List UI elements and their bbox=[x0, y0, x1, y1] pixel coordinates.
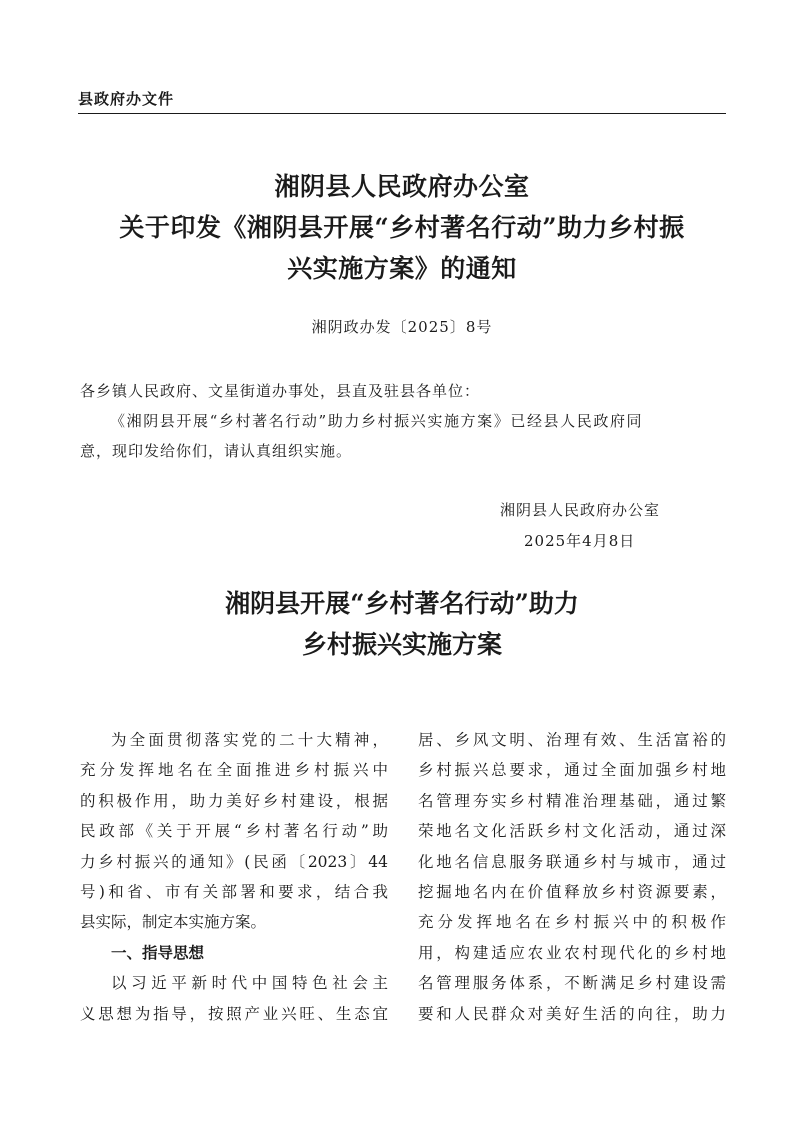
body-text-line: 充分发挥地名在全面推进乡村振兴中 bbox=[80, 761, 388, 780]
body-text-line: 号)和省、市有关部署和要求，结合我 bbox=[80, 883, 388, 902]
notice-body bbox=[80, 376, 730, 466]
notice-title bbox=[70, 166, 734, 289]
header-divider bbox=[78, 113, 726, 114]
document-category-label: 县政府办文件 bbox=[78, 90, 175, 108]
notice-title-line: 关于印发《湘阴县开展“乡村著名行动”助力乡村振 bbox=[119, 213, 685, 242]
plan-title bbox=[78, 583, 726, 665]
body-text-line: 县实际，制定本实施方案。 bbox=[80, 913, 267, 932]
plan-title-line: 湘阴县开展“乡村著名行动”助力 bbox=[225, 589, 579, 618]
document-number: 湘阴政办发〔2025〕8号 bbox=[311, 318, 493, 336]
notice-title-line: 湘阴县人民政府办公室 bbox=[274, 172, 530, 201]
plan-title-line: 乡村振兴实施方案 bbox=[301, 630, 502, 659]
body-text-line: 充分发挥地名在乡村振兴中的积极作 bbox=[418, 913, 726, 932]
body-text-line: 义思想为指导，按照产业兴旺、生态宜 bbox=[80, 1004, 388, 1023]
notice-paragraph-line: 意，现印发给你们，请认真组织实施。 bbox=[80, 442, 353, 460]
notice-paragraph-line: 《湘阴县开展“乡村著名行动”助力乡村振兴实施方案》已经县人民政府同 bbox=[110, 412, 644, 430]
salutation-line: 各乡镇人民政府、文星街道办事处，县直及驻县各单位： bbox=[80, 382, 481, 400]
body-text-line: 挖掘地名内在价值释放乡村资源要素， bbox=[418, 883, 726, 902]
left-text-column bbox=[80, 725, 388, 1029]
body-text-line: 名管理夯实乡村精准治理基础，通过繁 bbox=[418, 791, 726, 810]
body-text-line: 力乡村振兴的通知》(民函〔2023〕44 bbox=[80, 852, 388, 871]
body-text-line: 荣地名文化活跃乡村文化活动，通过深 bbox=[418, 822, 726, 841]
body-text-line: 的积极作用，助力美好乡村建设，根据 bbox=[80, 791, 388, 810]
signoff-block bbox=[470, 495, 730, 557]
body-text-line: 用，构建适应农业农村现代化的乡村地 bbox=[418, 943, 726, 962]
body-text-line: 为全面贯彻落实党的二十大精神， bbox=[111, 731, 388, 749]
body-text-line: 以习近平新时代中国特色社会主 bbox=[111, 974, 388, 993]
body-text-line: 化地名信息服务联通乡村与城市，通过 bbox=[418, 852, 726, 871]
body-text-line: 要和人民群众对美好生活的向往，助力 bbox=[418, 1004, 726, 1023]
issuing-office: 湘阴县人民政府办公室 bbox=[500, 501, 661, 519]
body-text-line: 民政部《关于开展“乡村著名行动”助 bbox=[80, 822, 388, 841]
issue-date: 2025年4月8日 bbox=[524, 532, 636, 550]
right-text-column bbox=[418, 725, 726, 1029]
body-text-line: 居、乡风文明、治理有效、生活富裕的 bbox=[418, 731, 726, 749]
notice-title-line: 兴实施方案》的通知 bbox=[287, 254, 517, 283]
section-heading: 一、指导思想 bbox=[111, 943, 205, 962]
body-text-line: 名管理服务体系，不断满足乡村建设需 bbox=[418, 974, 726, 993]
body-text-line: 乡村振兴总要求，通过全面加强乡村地 bbox=[418, 761, 726, 780]
